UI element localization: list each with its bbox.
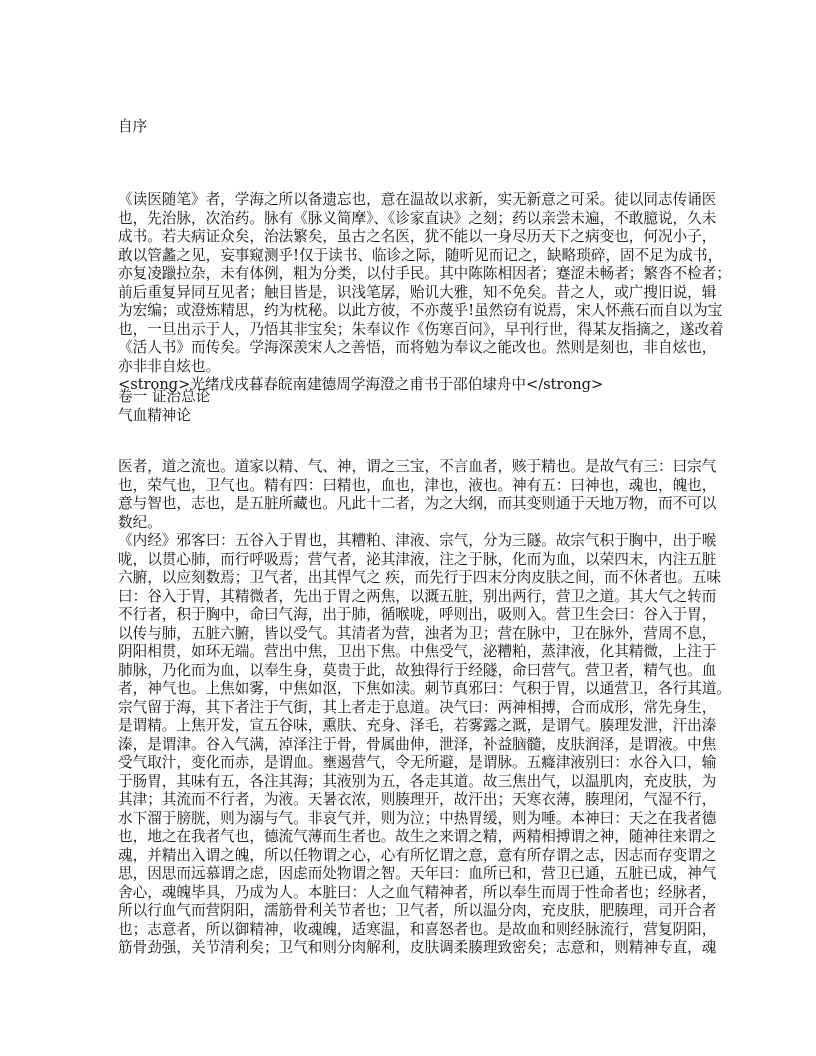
- section-body: [118, 458, 731, 958]
- text-line: 也，一旦出示于人，乃悟其非宝矣；朱奉议作《伤寒百问》，早刊行世，得某友指摘之，遂改着: [118, 320, 724, 338]
- text-line: 肺脉，乃化而为血，以奉生身，莫贵于此，故独得行于经隧，命曰营气。营卫者，精气也。血: [118, 661, 717, 679]
- text-line: 意与智也，志也，是五脏所藏也。凡此十二者，为之大纲，而其变则通于天地万物，而不可以: [118, 495, 717, 512]
- text-line: 为宏编；或澄炼精思，约为枕秘。以此方彼，不亦蔑乎!虽然窃有说焉，宋人怀燕石而自以为宝: [118, 302, 723, 319]
- text-line: 曰：谷入于胃，其精微者，先出于胃之两焦，以溉五脏，别出两行，营卫之道。其大气之转而: [118, 587, 717, 605]
- preface-title-block: [118, 118, 710, 137]
- text-line: 也；志意者，所以御精神，收魂魄，适寒温，和喜怒者也。是故血和则经脉流行，营复阴阳，: [118, 920, 717, 938]
- section-title: 气血精神论: [118, 406, 191, 424]
- chapter-heading: [118, 388, 710, 425]
- text-line: 水下溜于膀胱，则为溺与气。非哀气并，则为泣；中热胃缓，则为唾。本神曰：天之在我者德: [118, 809, 717, 827]
- text-line: 数纪。: [118, 513, 162, 531]
- text-line: 于肠胃，其味有五，各注其海；其液别为五，各走其道。故三焦出气，以温肌肉，充皮肤，为: [118, 772, 717, 790]
- text-line: 亦非非自炫也。: [118, 357, 221, 375]
- text-line: 魂，并精出入谓之魄，所以任物谓之心，心有所忆谓之意，意有所存谓之志，因志而存变谓之: [118, 846, 717, 864]
- text-line: 六腑，以应刻数焉；卫气者，出其悍气之 疾，而先行于四末分肉皮肤之间，而不休者也。五味: [118, 569, 721, 586]
- text-line: 《读医随笔》者，学海之所以备遗忘也，意在温故以求新，实无新意之可采。徒以同志传诵医: [118, 191, 717, 208]
- text-line: 也，荣气也，卫气也。精有四：曰精也，血也，津也，液也。神有五：曰神也，魂也，魄也，: [118, 476, 717, 494]
- text-line: 也，先治脉，次治药。脉有《脉义简摩》、《诊家直诀》之刻；药以亲尝未遍，不敢臆说，久未: [118, 209, 717, 227]
- text-line: 宗气留于海，其下者注于气街，其上者走于息道。决气曰：两神相搏，合而成形，常先身生，: [118, 698, 717, 716]
- text-line: 医者，道之流也。道家以精、气、神，谓之三宝，不言血者，赅于精也。是故气有三：曰宗气: [118, 458, 717, 475]
- text-line: 阴阳相贯，如环无端。营出中焦，卫出下焦。中焦受气，泌糟粕，蒸津液，化其精微，上注于: [118, 643, 717, 660]
- text-line: 咙，以贯心肺，而行呼吸焉；营气者，泌其津液，注之于脉，化而为血，以荣四末，内注五脏: [118, 550, 717, 568]
- text-line: 所以行血气而营阴阳，濡筋骨利关节者也；卫气者，所以温分肉，充皮肤，肥腠理，司开合者: [118, 902, 717, 919]
- text-line: 也，地之在我者气也，德流气薄而生者也。故生之来谓之精，两精相搏谓之神，随神往来谓之: [118, 828, 717, 845]
- volume-title: 卷一 证治总论: [118, 388, 211, 405]
- text-line: 筋骨劲强，关节清利矣；卫气和则分肉解利，皮肤调柔腠理致密矣；志意和，则精神专直，魂: [118, 939, 717, 956]
- text-line: 思，因思而远慕谓之虑，因虑而处物谓之智。天年曰：血所已和，营卫已通，五脏已成，神气: [118, 865, 717, 882]
- text-line: 溱，是谓津。谷入气满，淖泽注于骨，骨属曲伸，泄泽，补益脑髓，皮肤润泽，是谓液。中焦: [118, 735, 717, 753]
- text-line: 亦复凌躐拉杂，未有体例，粗为分类，以付手民。其中陈陈相因者；蹇涩未畅者；繁沓不检者；: [118, 265, 731, 282]
- text-line: 者，神气也。上焦如雾，中焦如沤，下焦如渎。刺节真邪曰：气积于胃，以通营卫，各行其道。: [118, 680, 731, 697]
- text-line: 《内经》邪客曰：五谷入于胃也，其糟粕、津液、宗气，分为三隧。故宗气积于胸中，出于喉: [118, 532, 717, 549]
- text-line: 其津；其流而不行者，为液。天暑衣浓，则腠理开，故汗出；天寒衣薄，腠理闭，气湿不行，: [118, 791, 717, 808]
- text-line: 成书。若夫病证众矣，治法繁矣，虽古之名医，犹不能以一身尽历天下之病变也，何况小子，: [118, 228, 717, 245]
- text-line: 舍心，魂魄毕具，乃成为人。本脏曰：人之血气精神者，所以奉生而周于性命者也；经脉者，: [118, 883, 717, 901]
- text-line: 不行者，积于胸中，命曰气海，出于肺，循喉咙，呼则出，吸则入。营卫生会曰：谷入于胃，: [118, 606, 717, 623]
- preface-title: 自序: [118, 118, 148, 135]
- text-line: 是谓精。上焦开发，宣五谷味，熏肤、充身、泽毛，若雾露之溉，是谓气。腠理发泄，汗出溱: [118, 717, 717, 734]
- text-line: 前后重复异同互见者；触目皆是，识浅笔孱，贻讥大雅，知不免矣。昔之人，或广搜旧说，辑: [118, 283, 717, 301]
- text-line: 敢以管蠡之见，妄事窥测乎!仅于读书、临诊之际，随听见而记之，缺略琐碎，固不足为成书，: [118, 246, 723, 264]
- text-line: 以传与肺，五脏六腑，皆以受气。其清者为营，浊者为卫；营在脉中，卫在脉外，营周不息，: [118, 624, 717, 642]
- text-line: 受气取汁，变化而赤，是谓血。壅遏营气，令无所避，是谓脉。五癃津液别曰：水谷入口，输: [118, 754, 717, 771]
- preface-signature: <strong>光绪戊戌暮春皖南建德周学海澄之甫书于邵伯埭舟中</strong>: [118, 376, 604, 393]
- text-line: 《活人书》而传矣。学海深羡宋人之善悟，而将勉为奉议之能改也。然则是刻也，非自炫也，: [118, 339, 717, 356]
- preface-body: [118, 191, 731, 395]
